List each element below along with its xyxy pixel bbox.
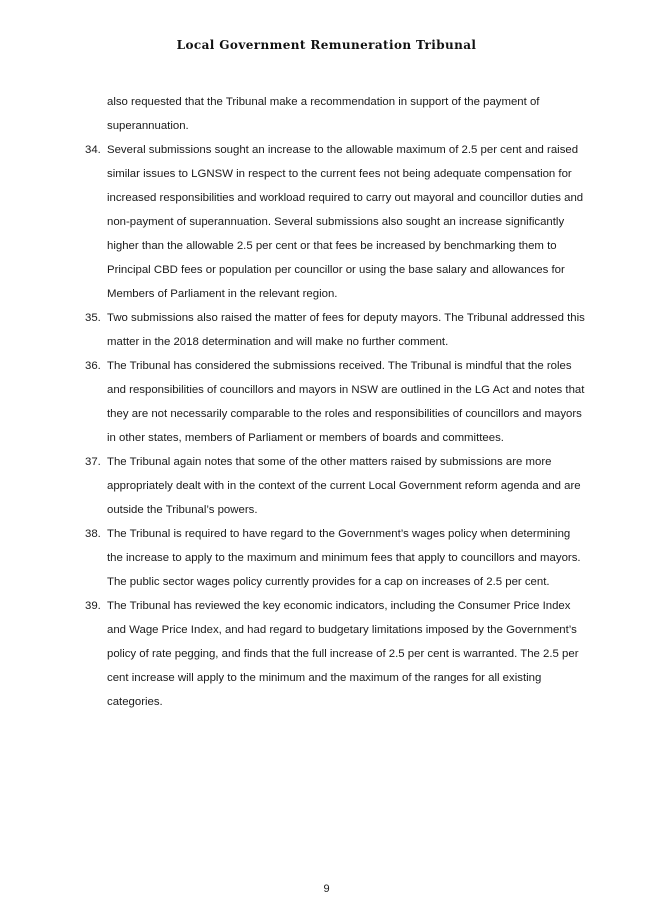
paragraph-35 <box>85 306 587 354</box>
page-header-title: Local Government Remuneration Tribunal <box>176 38 477 52</box>
paragraph-36 <box>85 354 587 450</box>
paragraph-text: The Tribunal has considered the submissions received. The Tribunal is mindful that the roles and responsibilities of councillors and mayors in NSW are outlined in the LG Act and notes that they are not necessarily comparable to the roles and responsibilities of councillors and mayors in other states, members of Parliament or members of boards and committees. <box>107 360 585 444</box>
continuation-paragraph: also requested that the Tribunal make a recommendation in support of the payment of superannuation. <box>107 96 540 132</box>
paragraph-text: The Tribunal again notes that some of the other matters raised by submissions are more appropriately dealt with in the context of the current Local Government reform agenda and are outside the Tribunal’s powers. <box>107 456 581 516</box>
paragraph-number: 37. <box>85 456 101 468</box>
paragraph-39 <box>85 594 587 714</box>
document-body <box>0 90 653 714</box>
paragraph-text: The Tribunal is required to have regard to the Government’s wages policy when determining the increase to apply to the maximum and minimum fees that apply to councillors and mayors. The public sector wages policy currently provides for a cap on increases of 2.5 per cent. <box>107 528 581 588</box>
paragraph-number: 39. <box>85 600 101 612</box>
paragraph-number: 35. <box>85 312 101 324</box>
page-number: 9 <box>323 883 330 895</box>
paragraph-text: Two submissions also raised the matter of fees for deputy mayors. The Tribunal addressed this matter in the 2018 determination and will make no further comment. <box>107 312 585 348</box>
paragraph-37 <box>85 450 587 522</box>
paragraph-34 <box>85 138 587 306</box>
paragraph-text: The Tribunal has reviewed the key economic indicators, including the Consumer Price Index and Wage Price Index, and had regard to budgetary limitations imposed by the Government’s policy of rate pegging, and finds that the full increase of 2.5 per cent is warranted. The 2.5 per cent increase will apply to the minimum and the maximum of the ranges for all existing categories. <box>107 600 579 708</box>
paragraph-number: 38. <box>85 528 101 540</box>
paragraph-number: 34. <box>85 144 101 156</box>
paragraph-number: 36. <box>85 360 101 372</box>
paragraph-38 <box>85 522 587 594</box>
paragraph-text: Several submissions sought an increase to the allowable maximum of 2.5 per cent and raised similar issues to LGNSW in respect to the current fees not being adequate compensation for increased responsibilities and workload required to carry out mayoral and councillor duties and non-payment of superannuation. Several submissions also sought an increase significantly higher than the allowable 2.5 per cent or that fees be increased by benchmarking them to Principal CBD fees or population per councillor or using the base salary and allowances for Members of Parliament in the relevant region. <box>107 144 584 300</box>
